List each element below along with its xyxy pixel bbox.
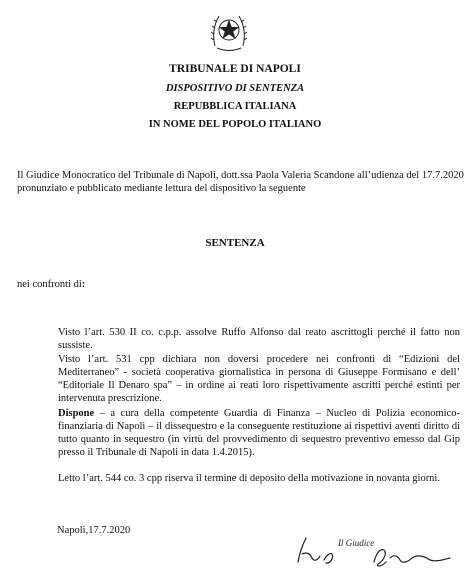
sentenza-title: SENTENZA [205,237,265,249]
dispone-label: Dispone [58,408,95,419]
paragraph-acquittal: Visto l’art. 530 II co. c.p.p. assolve Ruffo Alfonso dal reato ascrittogli perché il fatto non sussiste. [58,327,460,351]
in-name-heading: IN NOME DEL POPOLO ITALIANO [148,119,322,130]
italian-republic-emblem [207,6,251,54]
confronti-colon: : [81,279,86,290]
signature-caption: Il Giudice [338,538,375,548]
place-and-date: Napoli,17.7.2020 [57,525,131,536]
paragraph-motivation-term: Letto l’art. 544 co. 3 cpp riserva il termine di deposito della motivazione in novanta giorni. [58,473,440,484]
confronti-prefix: nei confronti di [17,279,82,290]
republic-heading: REPUBBLICA ITALIANA [173,101,297,112]
intro-line-1: Il Giudice Monocratico del Tribunale di Napoli, dott.ssa Paola Valeria Scandone all’udienza del 17.7.2020 [17,170,464,181]
confronti-line [17,278,85,291]
judge-signature [290,532,460,572]
document-type: DISPOSITIVO DI SENTENZA [165,83,305,94]
paragraph-release [58,407,460,459]
dispone-text: – a cura della competente Guardia di Finanza – Nucleo di Polizia economico-finanziaria di Napoli – il dissequestro e la conseguente restituzione ai rispettivi aventi diritto di tutto quanto in sequestro (in virtù del provvedimento di sequestro preventivo emesso dal Gip presso il Tribunale di Napoli in data 1.4.2015). [58,408,460,458]
intro-line-2: pronunziato e pubblicato mediante lettura del dispositivo la seguente [17,183,306,194]
court-name: TRIBUNALE DI NAPOLI [169,63,301,75]
paragraph-prescription: Visto l’art. 531 cpp dichiara non doversi procedere nei confronti di “Edizioni del Mediterraneo” - società cooperativa giornalistica in persona di Giuseppe Formisano e dell’ “Editoriale Il Denaro spa” – in ordine ai reati loro rispettivamente ascritti perché estinti per intervenuta prescrizione. [58,354,460,404]
